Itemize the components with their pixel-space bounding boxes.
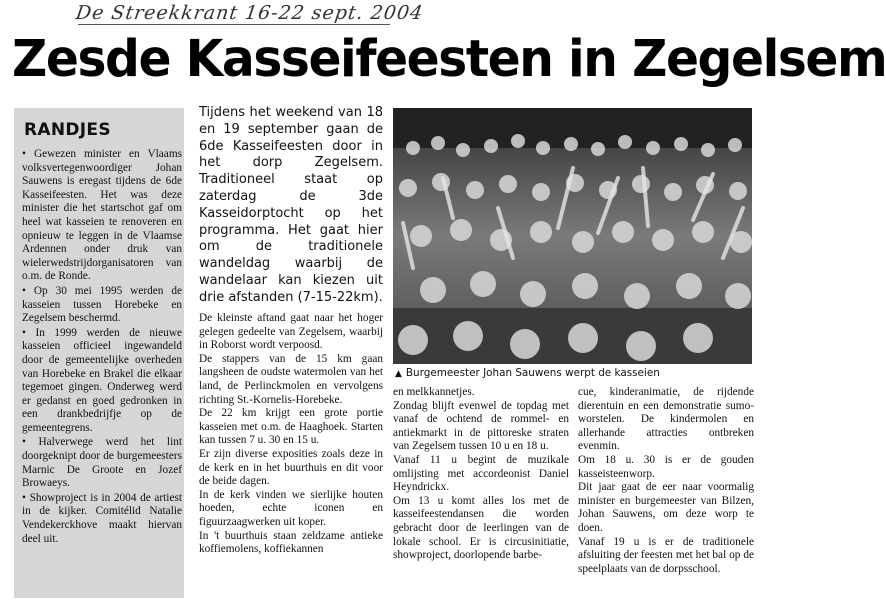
sidebar-item: • In 1999 werden de nieuwe kasseien officieel ingewandeld door de gemeentelijke overheden van Horebeke en Brakel die elkaar tegemoet gingen. Onderweg werd er gedanst en goed gedronken in een drankbedrijfje op de gemeentegrens. (22, 326, 182, 434)
handwritten-source-note: De Streekkrant 16-22 sept. 2004 (74, 2, 425, 24)
sidebar-item: • Showproject is in 2004 de artiest in de kijker. Comitélid Natalie Vendekerckhove maakt hiervan deel uit. (22, 491, 182, 545)
sidebar-item: • Op 30 mei 1995 werden de kasseien tussen Horebeke en Zegelsem beschermd. (22, 284, 182, 325)
handwriting-underline (78, 24, 390, 25)
sidebar-item: • Gewezen minister en Vlaams volksvertegenwoordiger Johan Sauwens is eregast tijdens de 6de Kasseifeesten. Het was deze minister die het startschot gaf om heel wat kasseien te renoveren en opnieuw te leggen in de Vlaamse Ardennen onder druk van wielerwedstrijdorganisatoren van o.m. de Ronde. (22, 148, 182, 283)
paragraph: Vanaf 11 u begint de muzikale omlijsting met accordeonist Daniel Heyndrickx. (393, 453, 569, 494)
caption-triangle-icon: ▲ (395, 369, 402, 379)
paragraph: Om 13 u komt alles los met de kasseifeestendansen die worden gebracht door de leerlingen van de lokale school. Er is circusinitiatie, showproject, doorlopende barbe- (393, 494, 569, 562)
paragraph: en melkkannetjes. (393, 386, 475, 398)
paragraph: In de kerk vinden we sierlijke houten hoeden, echte iconen en figuurzaagwerken uit koper. (199, 488, 383, 528)
sidebar-randjes (14, 108, 184, 598)
paragraph: Zondag blijft evenwel de topdag met vanaf de ochtend de rommel- en antiekmarkt in de pittoreske straten van Zegelsem tussen 10 u en 18 u. (393, 399, 569, 453)
sidebar-items (22, 148, 182, 547)
sidebar-item: • Halverwege werd het lint doorgeknipt door de burgemeesters Marnic De Groote en Jozef Browaeys. (22, 436, 182, 490)
paragraph: De 22 km krijgt een grote portie kasseien met o.m. de Haaghoek. Starten kan tussen 7 u. 30 en 15 u. (199, 407, 383, 447)
article-intro: Tijdens het weekend van 18 en 19 september gaan de 6de Kasseifeesten door in het dorp Zegelsem. Traditioneel staat op zaterdag de 3de Kasseidorptocht op het programma. Het gaat hier om de traditionele wandeldag waarbij de wandelaar kan kiezen uit drie afstanden (7-15-22km). (199, 105, 383, 305)
sidebar-title: RANDJES (24, 120, 111, 140)
headline: Zesde Kasseifeesten in Zegelsem (12, 30, 886, 89)
paragraph: Om 18 u. 30 is er de gouden kasseisteenworp. (578, 453, 754, 480)
crowd-photo (393, 108, 752, 364)
caption-text: Burgemeester Johan Sauwens werpt de kasseien (405, 367, 660, 379)
paragraph: Vanaf 19 u is er de traditionele afsluiting der feesten met het bal op de speelplaats van de dorpsschool. (578, 535, 754, 575)
paragraph: Dit jaar gaat de eer naar voormalig minister en burgemeester van Bilzen, Johan Sauwens, om deze worp te doen. (578, 481, 754, 534)
paragraph: In 't buurthuis staan zeldzame antieke koffiemolens, koffiekannen (199, 529, 383, 556)
article-column-2 (393, 386, 569, 563)
paragraph: Er zijn diverse exposities zoals deze in de kerk en in het buurthuis en dit voor de beide dagen. (199, 447, 383, 488)
article-column-1 (199, 312, 383, 557)
article-column-3 (578, 386, 754, 576)
crowd-photo-image (393, 108, 752, 364)
paragraph: De kleinste aftand gaat naar het hoger gelegen gedeelte van Zegelsem, waarbij in Roborst wordt verpoosd. (199, 312, 383, 352)
photo-caption (395, 367, 660, 379)
paragraph: cue, kinderanimatie, de rijdende dierentuin en een demonstratie sumo-worstelen. De kindermolen en allerhande attracties ontbreken evenmin. (578, 386, 754, 453)
paragraph: De stappers van de 15 km gaan langsheen de oudste watermolen van het land, de Perlinckmolen en vervolgens richting St.-Kornelis-Horebeke. (199, 352, 383, 406)
